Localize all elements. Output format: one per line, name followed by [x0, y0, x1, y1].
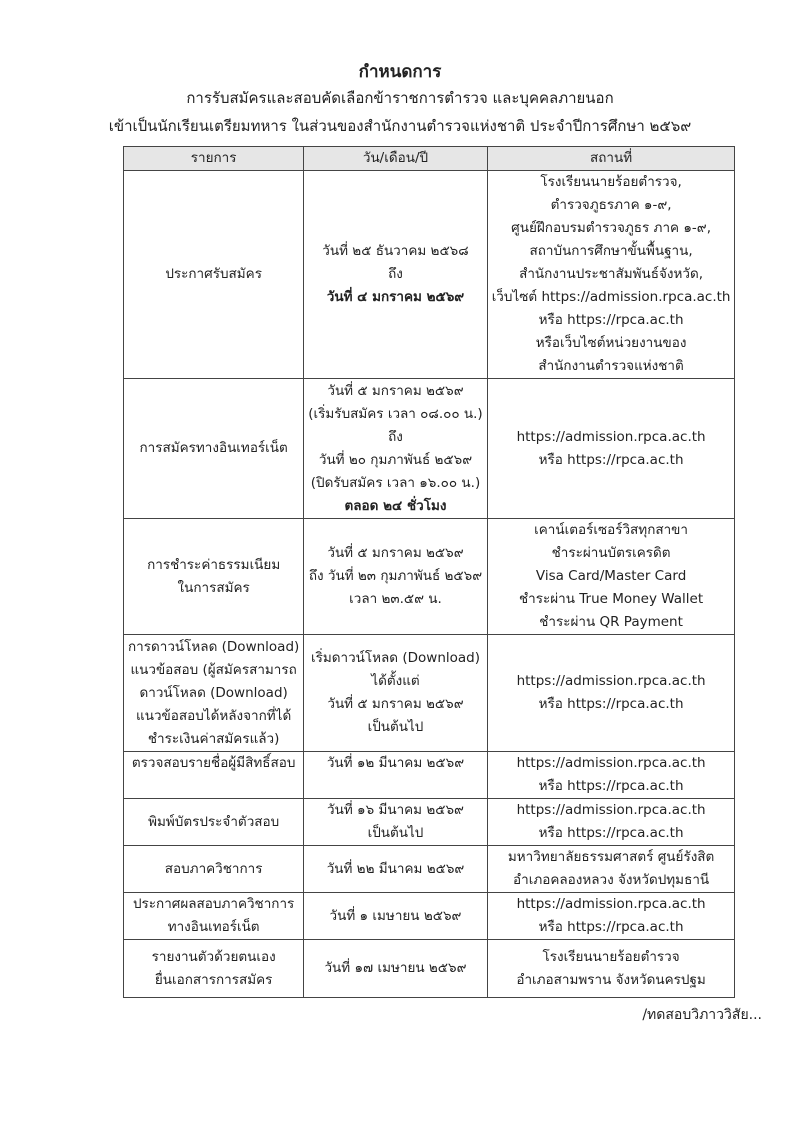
place-line: สำนักงานตำรวจแห่งชาติ — [538, 358, 684, 374]
item-line: แนวข้อสอบ (ผู้สมัครสามารถ — [130, 661, 297, 678]
document-subtitle-1: การรับสมัครและสอบคัดเลือกข้าราชการตำรวจ และบุคคลภายนอก — [186, 89, 614, 107]
cell-date — [304, 171, 487, 379]
document-title: กำหนดการ — [358, 62, 442, 82]
cell-date — [304, 519, 487, 635]
date-line: ตลอด ๒๔ ชั่วโมง — [344, 497, 447, 514]
cell-date — [304, 379, 487, 519]
place-line: ตำรวจภูธรภาค ๑-๙, — [550, 197, 672, 213]
place-line: อำเภอสามพราน จังหวัดนครปฐม — [516, 971, 706, 988]
cell-item — [124, 893, 304, 940]
date-line: วันที่ ๑ เมษายน ๒๕๖๙ — [329, 907, 462, 924]
date-line: ถึง — [388, 428, 403, 445]
date-line: (ปิดรับสมัคร เวลา ๑๖.๐๐ น.) — [310, 474, 481, 491]
table-row — [124, 846, 735, 893]
table-row — [124, 379, 735, 519]
schedule-table — [123, 146, 735, 998]
place-line: มหาวิทยาลัยธรรมศาสตร์ ศูนย์รังสิต — [507, 849, 715, 865]
table-row — [124, 635, 735, 752]
table-row — [124, 893, 735, 940]
date-line: เวลา ๒๓.๕๙ น. — [349, 591, 442, 607]
table-header-row — [124, 147, 735, 171]
item-line: ทางอินเทอร์เน็ต — [167, 919, 260, 935]
place-line: หรือ https://rpca.ac.th — [538, 825, 684, 841]
item-line: ประกาศรับสมัคร — [165, 266, 262, 282]
date-line: ได้ตั้งแต่ — [371, 673, 420, 689]
date-line: (เริ่มรับสมัคร เวลา ๐๘.๐๐ น.) — [308, 405, 483, 422]
table-row — [124, 799, 735, 846]
place-line: https://admission.rpca.ac.th — [516, 673, 706, 689]
column-header-item: รายการ — [124, 147, 304, 171]
date-line: เป็นต้นไป — [367, 825, 424, 841]
date-line: วันที่ ๔ มกราคม ๒๕๖๙ — [326, 289, 465, 305]
cell-place — [487, 846, 735, 893]
item-line: การชำระค่าธรรมเนียม — [147, 556, 281, 573]
place-line: สถาบันการศึกษาขั้นพื้นฐาน, — [529, 243, 693, 259]
date-line: วันที่ ๒๐ กุมภาพันธ์ ๒๕๖๙ — [318, 451, 473, 468]
item-line: การสมัครทางอินเทอร์เน็ต — [139, 440, 288, 456]
cell-place — [487, 379, 735, 519]
date-line: วันที่ ๒๕ ธันวาคม ๒๕๖๘ — [322, 243, 469, 259]
date-line: วันที่ ๒๒ มีนาคม ๒๕๖๙ — [326, 860, 465, 877]
cell-place — [487, 635, 735, 752]
item-line: ดาวน์โหลด (Download) — [139, 684, 288, 701]
cell-place — [487, 519, 735, 635]
item-line: รายงานตัวด้วยตนเอง — [151, 948, 276, 965]
place-line: ชำระผ่าน QR Payment — [539, 614, 683, 630]
document-subtitle-2: เข้าเป็นนักเรียนเตรียมทหาร ในส่วนของสำนักงานตำรวจแห่งชาติ ประจำปีการศึกษา ๒๕๖๙ — [108, 117, 692, 135]
date-line: วันที่ ๕ มกราคม ๒๕๖๙ — [327, 696, 464, 712]
date-line: ถึง วันที่ ๒๓ กุมภาพันธ์ ๒๕๖๙ — [308, 568, 483, 584]
cell-date — [304, 893, 487, 940]
item-line: ประกาศผลสอบภาควิชาการ — [132, 896, 295, 912]
cell-date — [304, 635, 487, 752]
item-line: ในการสมัคร — [177, 579, 250, 596]
cell-date — [304, 752, 487, 799]
place-line: หรือเว็บไซต์หน่วยงานของ — [535, 335, 687, 351]
column-header-place: สถานที่ — [487, 147, 735, 171]
item-line: การดาวน์โหลด (Download) — [128, 638, 300, 655]
place-line: https://admission.rpca.ac.th — [516, 802, 706, 818]
place-line: สำนักงานประชาสัมพันธ์จังหวัด, — [519, 266, 704, 282]
place-line: https://admission.rpca.ac.th — [516, 896, 706, 912]
item-line: แนวข้อสอบได้หลังจากที่ได้ — [136, 707, 292, 724]
cell-item — [124, 519, 304, 635]
place-line: หรือ https://rpca.ac.th — [538, 778, 684, 794]
place-line: Visa Card/Master Card — [535, 568, 687, 584]
item-line: พิมพ์บัตรประจำตัวสอบ — [148, 813, 280, 830]
table-row — [124, 752, 735, 799]
cell-item — [124, 940, 304, 998]
table-row — [124, 940, 735, 998]
cell-date — [304, 799, 487, 846]
column-header-date: วัน/เดือน/ปี — [304, 147, 487, 171]
place-line: หรือ https://rpca.ac.th — [538, 919, 684, 935]
place-line: เคาน์เตอร์เซอร์วิสทุกสาขา — [534, 522, 688, 538]
date-line: วันที่ ๕ มกราคม ๒๕๖๙ — [327, 382, 464, 399]
place-line: หรือ https://rpca.ac.th — [538, 451, 684, 468]
place-line: อำเภอคลองหลวง จังหวัดปทุมธานี — [513, 872, 710, 888]
place-line: https://admission.rpca.ac.th — [516, 428, 706, 445]
cell-place — [487, 171, 735, 379]
cell-item — [124, 846, 304, 893]
place-line: ชำระผ่าน True Money Wallet — [519, 591, 704, 607]
date-line: วันที่ ๑๒ มีนาคม ๒๕๖๙ — [326, 755, 465, 771]
cell-date — [304, 940, 487, 998]
place-line: หรือ https://rpca.ac.th — [538, 696, 684, 712]
cell-place — [487, 799, 735, 846]
cell-place — [487, 893, 735, 940]
table-row — [124, 519, 735, 635]
date-line: วันที่ ๕ มกราคม ๒๕๖๙ — [327, 545, 464, 561]
place-line: หรือ https://rpca.ac.th — [538, 312, 684, 328]
date-line: เริ่มดาวน์โหลด (Download) — [310, 650, 480, 666]
cell-item — [124, 379, 304, 519]
place-line: ศูนย์ฝึกอบรมตำรวจภูธร ภาค ๑-๙, — [511, 220, 711, 236]
cell-item — [124, 799, 304, 846]
place-line: https://admission.rpca.ac.th — [516, 755, 706, 771]
date-line: เป็นต้นไป — [367, 719, 424, 735]
place-line: ชำระผ่านบัตรเครดิต — [551, 545, 671, 561]
item-line: ยื่นเอกสารการสมัคร — [154, 971, 273, 988]
cell-item — [124, 171, 304, 379]
table-row — [124, 171, 735, 379]
place-line: โรงเรียนนายร้อยตำรวจ — [542, 948, 680, 965]
cell-item — [124, 635, 304, 752]
cell-item — [124, 752, 304, 799]
item-line: สอบภาควิชาการ — [164, 860, 263, 877]
cell-date — [304, 846, 487, 893]
continuation-note: /ทดสอบวิภาววิสัย... — [642, 1007, 762, 1023]
cell-place — [487, 940, 735, 998]
item-line: ตรวจสอบรายชื่อผู้มีสิทธิ์สอบ — [131, 755, 296, 771]
date-line: วันที่ ๑๗ เมษายน ๒๕๖๙ — [324, 960, 467, 976]
date-line: วันที่ ๑๖ มีนาคม ๒๕๖๙ — [327, 802, 464, 818]
date-line: ถึง — [388, 266, 403, 282]
place-line: เว็บไซต์ https://admission.rpca.ac.th — [491, 289, 731, 305]
place-line: โรงเรียนนายร้อยตำรวจ, — [540, 174, 682, 190]
item-line: ชำระเงินค่าสมัครแล้ว) — [147, 730, 280, 747]
cell-place — [487, 752, 735, 799]
